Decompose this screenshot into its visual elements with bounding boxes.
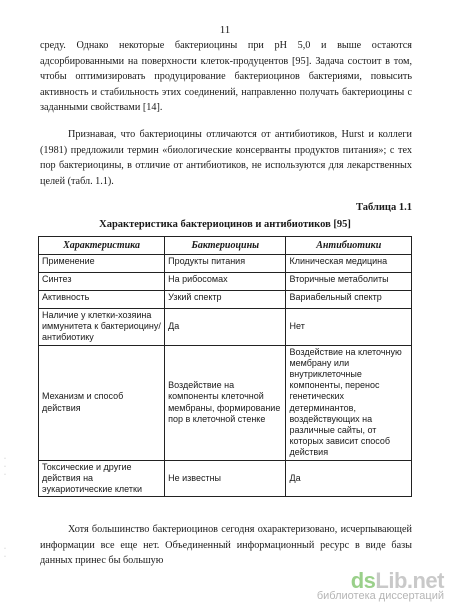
table-caption: Характеристика бактериоцинов и антибиотиков [95] bbox=[99, 219, 351, 230]
table-cell: Не известны bbox=[165, 460, 286, 497]
table-cell: Наличие у клетки-хозяина иммунитета к бактериоцину/антибиотику bbox=[39, 309, 165, 346]
table-row bbox=[39, 255, 412, 273]
table-cell: Вторичные метаболиты bbox=[286, 273, 412, 291]
header-bacteriocins: Бактериоцины bbox=[165, 237, 286, 255]
table-label: Таблица 1.1 bbox=[356, 202, 412, 213]
table-cell: Продукты питания bbox=[165, 255, 286, 273]
table-cell: Вариабельный спектр bbox=[286, 291, 412, 309]
page-number: 11 bbox=[219, 24, 231, 36]
table-cell: Да bbox=[165, 309, 286, 346]
watermark-subtitle: библиотека диссертаций bbox=[316, 590, 444, 602]
watermark bbox=[317, 568, 444, 602]
header-antibiotics: Антибиотики bbox=[286, 237, 412, 255]
table-cell: Активность bbox=[39, 291, 165, 309]
table-cell: Клиническая медицина bbox=[286, 255, 412, 273]
header-characteristic: Характеристика bbox=[39, 237, 165, 255]
table-row bbox=[39, 345, 412, 460]
table-cell: Да bbox=[286, 460, 412, 497]
table-row bbox=[39, 291, 412, 309]
scan-margin-mark: · · · bbox=[4, 456, 6, 478]
table-cell: На рибосомах bbox=[165, 273, 286, 291]
table-cell: Механизм и способ действия bbox=[39, 345, 165, 460]
paragraph-intro: среду. Однако некоторые бактериоцины при pH 5,0 и выше остаются адсорбированными на поверхности клеток-продуцентов [95]. Задача состоит в том, чтобы оптимизировать продуцирование бактериоцинов бактериями, повысить активность и стабильность этих соединений, направленно получать бактериоцины с заданными свойствами [14]. bbox=[40, 40, 412, 114]
table-row bbox=[39, 309, 412, 346]
table-cell: Нет bbox=[286, 309, 412, 346]
table-cell: Воздействие на компоненты клеточной мембраны, формирование пор в клеточной стенке bbox=[165, 345, 286, 460]
table-row bbox=[39, 460, 412, 497]
table-cell: Токсические и другие действия на эукариотические клетки bbox=[39, 460, 165, 497]
paragraph-hurst: Признавая, что бактериоцины отличаются от антибиотиков, Hurst и коллеги (1981) предложили термин «биологические консерванты продуктов питания»; с тех пор бактериоцины, в отличие от антибиотиков, не используются для лекарственных целей (табл. 1.1). bbox=[40, 129, 412, 187]
table-cell: Применение bbox=[39, 255, 165, 273]
comparison-table bbox=[38, 236, 412, 497]
table-cell: Воздействие на клеточную мембрану или внутриклеточные компоненты, перенос генетических детерминантов, воздействующих на различные сайты, от которых зависит способ действия bbox=[286, 345, 412, 460]
table-header-row bbox=[39, 237, 412, 255]
table-cell: Синтез bbox=[39, 273, 165, 291]
watermark-logo: dsLib.net bbox=[350, 568, 444, 593]
table-cell: Узкий спектр bbox=[165, 291, 286, 309]
table-row bbox=[39, 273, 412, 291]
scan-margin-mark: · · bbox=[4, 546, 6, 560]
paragraph-conclusion: Хотя большинство бактериоцинов сегодня охарактеризовано, исчерпывающей информации все еще нет. Объединенный информационный ресурс в виде базы данных принес бы большую bbox=[40, 524, 412, 567]
